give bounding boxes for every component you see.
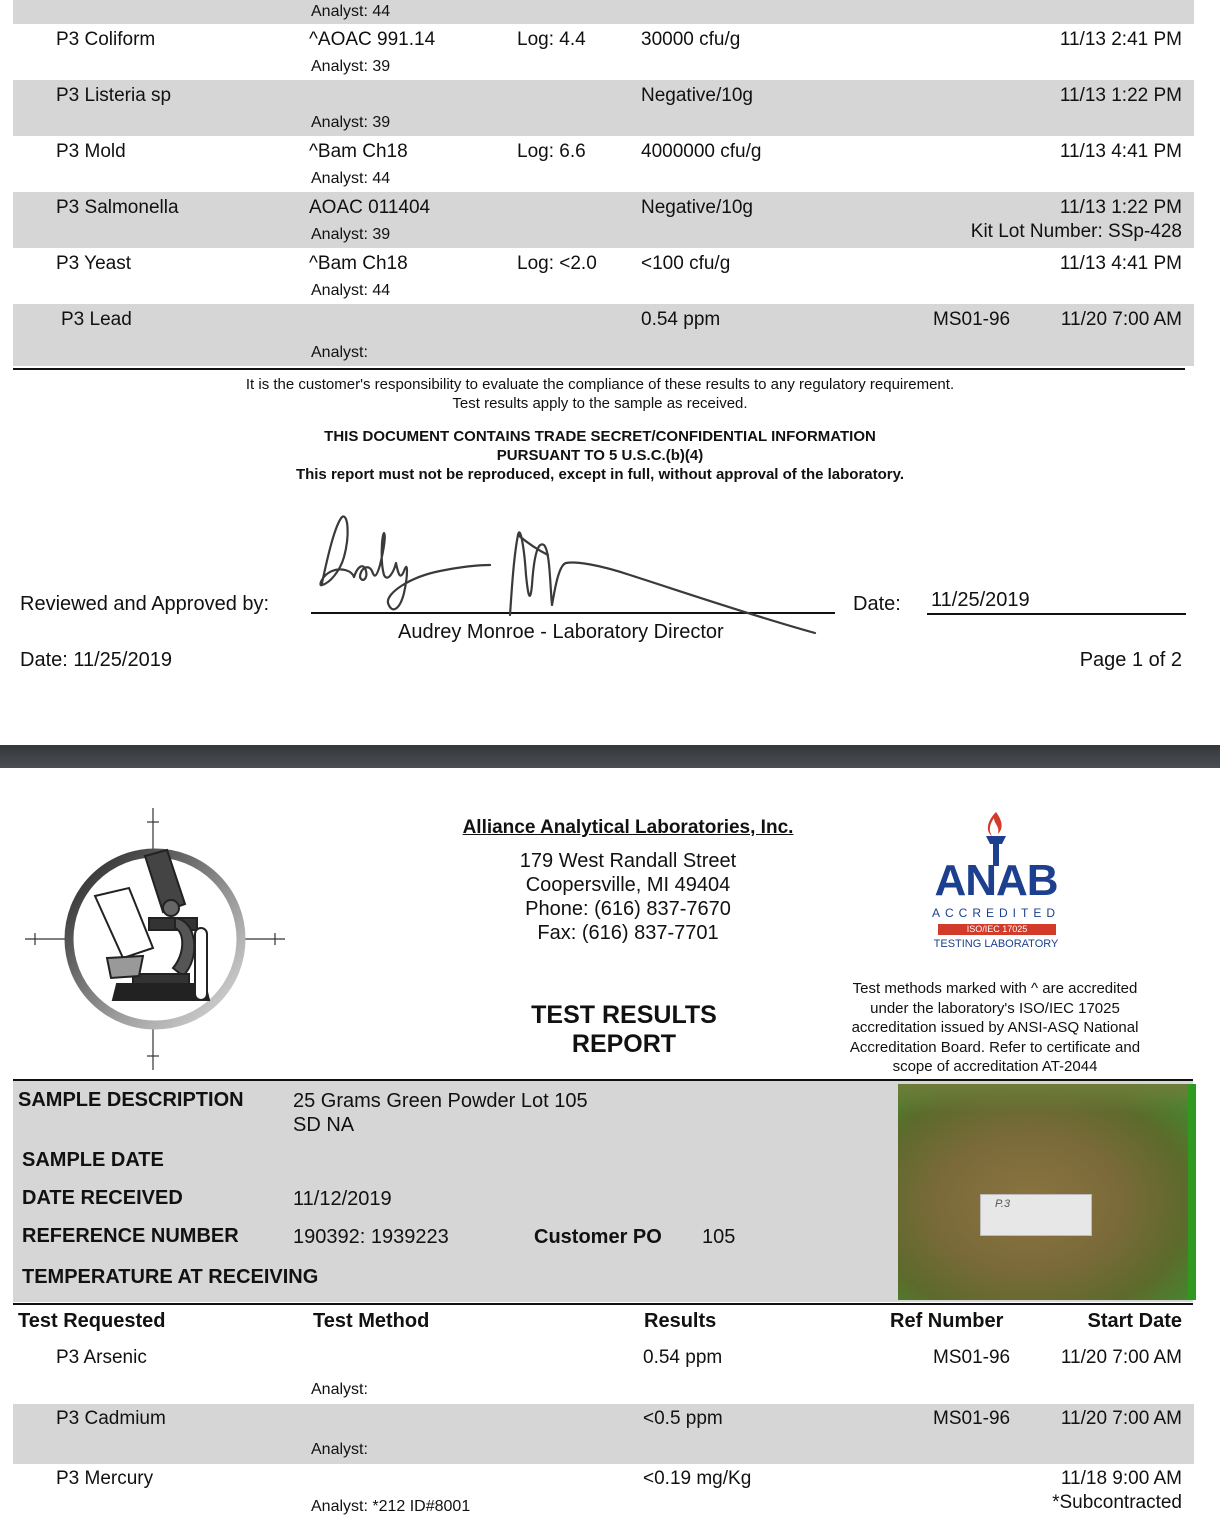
start-date: 11/18 9:00 AM [1060,1468,1182,1489]
table-row [13,192,1194,248]
sample-description-value: 25 Grams Green Powder Lot 105 [293,1090,588,1112]
anab-wordmark: ANAB [934,856,1058,905]
reviewed-approved-label: Reviewed and Approved by: [20,593,270,615]
test-name: P3 Yeast [56,253,132,274]
sample-section [13,1081,1193,1302]
footer-date: Date: 11/25/2019 [20,649,172,671]
table-row [13,1404,1194,1464]
anab-iso-badge: ISO/IEC 17025 [938,924,1056,935]
test-name: P3 Salmonella [56,197,179,218]
analyst-label: Analyst: 44 [311,282,391,299]
reference-number-label: REFERENCE NUMBER [22,1225,239,1247]
photo-sample-label [980,1194,1092,1236]
analyst-label: Analyst: 39 [311,58,391,75]
lab-phone: Phone: (616) 837-7670 [525,898,731,920]
result-value: 0.54 ppm [641,309,721,330]
header-ref-number: Ref Number [890,1310,1004,1332]
date-line [927,613,1186,615]
report-title-line-2: REPORT [571,1030,677,1058]
sample-photo [898,1084,1196,1300]
accreditation-note-line: Test methods marked with ^ are accredited [852,980,1138,997]
test-method: ^Bam Ch18 [309,141,408,162]
accreditation-note-line: scope of accreditation AT-2044 [892,1058,1098,1075]
accreditation-note-line: Accreditation Board. Refer to certificate and [849,1038,1141,1056]
table-row [13,80,1194,136]
accreditation-note-line: accreditation issued by ANSI-ASQ National [851,1019,1139,1036]
test-name: P3 Lead [61,309,132,330]
anab-logo [906,810,1086,955]
result-value: 4000000 cfu/g [641,141,762,162]
sample-date-label: SAMPLE DATE [22,1149,164,1171]
customer-po-value: 105 [702,1226,736,1248]
analyst-label: Analyst: 39 [311,226,391,243]
log-value: Log: 4.4 [517,29,586,50]
signer-name: Audrey Monroe - Laboratory Director [398,621,724,643]
report-title-line-1: TEST RESULTS [531,1001,717,1029]
anab-testing-laboratory: TESTING LABORATORY [933,938,1059,950]
analyst-label: Analyst: [311,1381,368,1398]
test-name: P3 Coliform [56,29,156,50]
header-test-requested: Test Requested [18,1310,166,1332]
accreditation-note-line: under the laboratory's ISO/IEC 17025 [870,999,1120,1017]
lab-address-street: 179 West Randall Street [519,850,737,872]
analyst-label: Analyst: 44 [311,170,391,187]
test-name: P3 Cadmium [56,1408,166,1429]
test-name: P3 Mold [56,141,126,162]
analyst-label: Analyst: 39 [311,114,391,131]
table-row [13,1342,1194,1404]
ref-number: MS01-96 [933,1408,1011,1429]
table-bottom-rule [13,368,1185,370]
temperature-label: TEMPERATURE AT RECEIVING [22,1266,319,1288]
disclaimer-compliance: It is the customer's responsibility to evaluate the compliance of these results to any regulatory requirement. [245,376,955,393]
photo-bag-edge [898,1084,1188,1114]
test-name: P3 Listeria sp [56,85,172,106]
table-row [13,0,1194,24]
start-date: 11/13 1:22 PM [1059,197,1182,218]
analyst-label: Analyst: 44 [311,3,391,20]
start-date: 11/13 1:22 PM [1059,85,1182,106]
lab-logo [25,808,285,1070]
confidential-notice-3: This report must not be reproduced, except in full, without approval of the laboratory. [295,466,905,483]
page-separator [0,745,1220,768]
ref-number: MS01-96 [933,309,1011,330]
test-name: P3 Arsenic [56,1347,147,1368]
table-row [13,24,1194,80]
confidential-notice-2: PURSUANT TO 5 U.S.C.(b)(4) [496,447,704,464]
header-start-date: Start Date [1087,1310,1182,1332]
approval-date-value: 11/25/2019 [931,589,1030,611]
analyst-label: Analyst: [311,344,368,361]
photo-label-text: P.3 [995,1198,1011,1210]
test-method: AOAC 011404 [309,197,431,218]
accreditation-note [820,979,1170,1077]
start-date: 11/13 2:41 PM [1059,29,1182,50]
result-value: <0.5 ppm [643,1408,723,1429]
start-date: 11/20 7:00 AM [1060,1408,1182,1429]
lab-name: Alliance Analytical Laboratories, Inc. [462,817,794,838]
start-date: 11/20 7:00 AM [1060,309,1182,330]
customer-po-label: Customer PO [534,1226,662,1248]
log-value: Log: 6.6 [517,141,586,162]
analyst-label: Analyst: [311,1441,368,1458]
table-row [13,136,1194,192]
table-row [13,304,1194,366]
anab-accredited: ACCREDITED [931,906,1060,920]
kit-lot-number: Kit Lot Number: SSp-428 [970,221,1182,242]
subcontracted-note: *Subcontracted [1052,1492,1182,1513]
lab-fax: Fax: (616) 837-7701 [537,922,719,944]
confidential-notice-1: THIS DOCUMENT CONTAINS TRADE SECRET/CONFIDENTIAL INFORMATION [324,428,876,445]
test-method: ^Bam Ch18 [309,253,408,274]
date-received-value: 11/12/2019 [293,1188,392,1210]
result-value: Negative/10g [641,197,753,218]
header-top-rule [13,1303,1193,1305]
analyst-label: Analyst: *212 ID#8001 [311,1498,471,1515]
disclaimer-as-received: Test results apply to the sample as received. [452,395,748,412]
sample-description-label: SAMPLE DESCRIPTION [18,1089,244,1111]
lab-address-city: Coopersville, MI 49404 [525,874,731,896]
result-value: 0.54 ppm [643,1347,723,1368]
table-row [13,248,1194,304]
result-value: <0.19 mg/Kg [643,1468,752,1489]
test-name: P3 Mercury [56,1468,154,1489]
header-test-method: Test Method [313,1310,430,1332]
log-value: Log: <2.0 [517,253,597,274]
test-method: ^AOAC 991.14 [309,29,436,50]
reference-number-value: 190392: 1939223 [293,1226,449,1248]
start-date: 11/20 7:00 AM [1060,1347,1182,1368]
approval-date-label: Date: [853,593,901,615]
start-date: 11/13 4:41 PM [1059,253,1182,274]
page-number: Page 1 of 2 [1079,649,1182,671]
header-results: Results [644,1310,717,1332]
sample-description-sd: SD NA [293,1114,355,1136]
ref-number: MS01-96 [933,1347,1011,1368]
date-received-label: DATE RECEIVED [22,1187,183,1209]
result-value: <100 cfu/g [641,253,731,274]
start-date: 11/13 4:41 PM [1059,141,1182,162]
result-value: Negative/10g [641,85,753,106]
result-value: 30000 cfu/g [641,29,741,50]
table-row [13,1464,1194,1526]
